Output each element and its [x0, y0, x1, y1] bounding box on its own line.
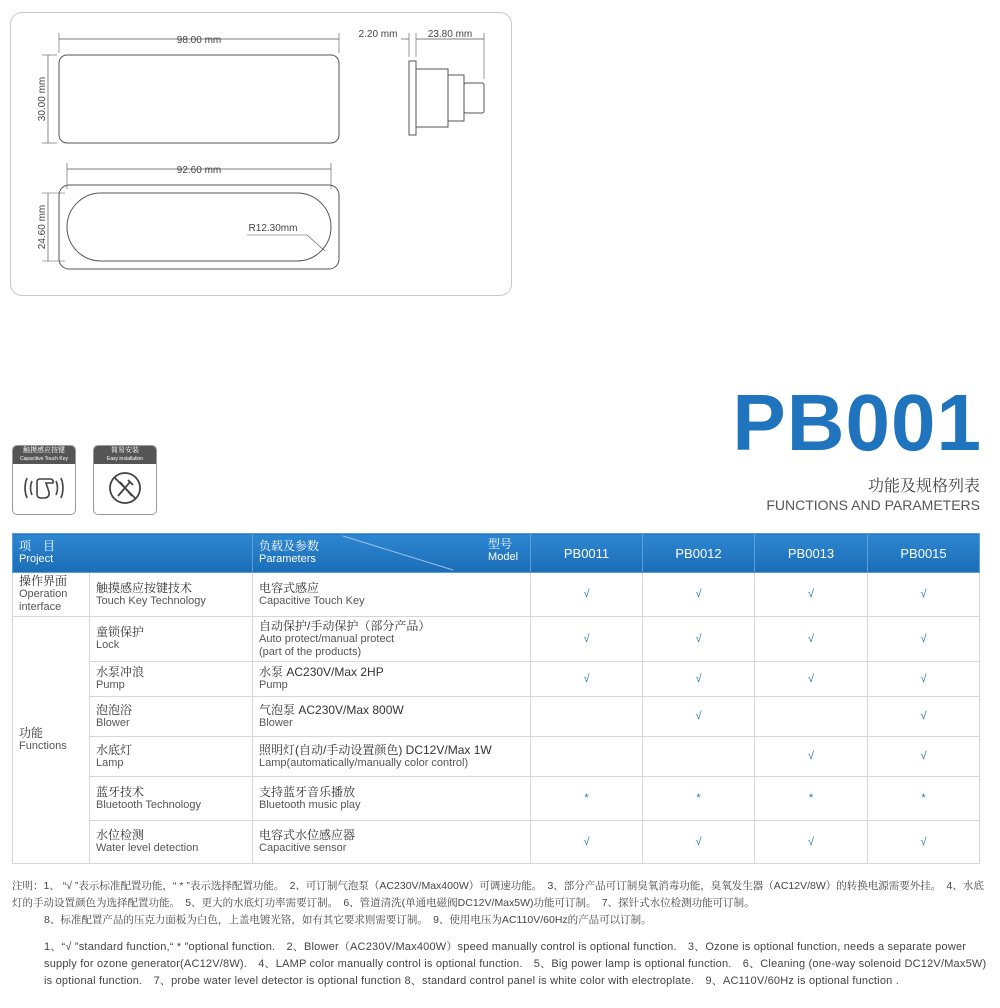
header-model-pb0012: PB0012 [643, 534, 755, 573]
side-flange-outline [409, 61, 416, 135]
mark-cell: * [755, 777, 868, 821]
notes-en: 1、“√ ”standard function,“ * ”optional function. 2、Blower（AC230V/Max400W）speed manually control is optional function. 3、Ozone is optional function, needs a separate power supply for ozone generator(AC12V/8W). 4、LAMP color manually control is optional function. 5、Big power lamp is optional function. 6、Cleaning (one-way solenoid DC12V/Max5W) is optional function. 7、probe water level detector is optional function 8、standard control panel is white color with electroplate. 9、AC110V/60Hz is optional function . [44, 941, 987, 987]
header-params [253, 534, 531, 573]
notes-cn-1: 注明：1、 “√ ”表示标准配置功能，“ * ”表示选择配置功能。 2、可订制气泡泵（AC230V/Max400W）可调速功能。 3、部分产品可订制臭氧消毒功能，臭氧发生器（AC12V/8W）的转换电源需要外挂。 4、水底灯的手动设置颜色为选择配置功能。 5、更大的水底灯功率需要订制。 6、管道清洗(单通电磁阀DC12V/Max5W)功能可订制。 7、探针式水位检测功能可订制。 [12, 880, 984, 909]
row-name [90, 697, 253, 737]
header-project-en: Project [19, 553, 54, 565]
table-row [13, 821, 980, 864]
radius-dim: R12.30mm [248, 223, 298, 234]
table-header-row [13, 534, 980, 573]
row-name-cn: 童锁保护 [96, 625, 145, 639]
header-model-pb0011: PB0011 [531, 534, 643, 573]
header-project-cn: 项 目 [19, 539, 56, 553]
row-name-cn: 水底灯 [96, 742, 133, 757]
mark-cell [531, 737, 643, 777]
mark-cell: √ [868, 737, 980, 777]
mark-cell: * [531, 777, 643, 821]
row-name [90, 777, 253, 821]
row-param [253, 821, 531, 864]
row-name [90, 617, 253, 662]
mark-cell: √ [755, 737, 868, 777]
row-name-cn: 泡泡浴 [96, 702, 133, 717]
row-param-en: Lamp(automatically/manually color control) [259, 756, 469, 769]
dimension-drawing [11, 13, 511, 295]
mark-cell: √ [531, 573, 643, 617]
row-name [90, 573, 253, 617]
badge-label-en: Easy installation [106, 456, 144, 462]
row-name [90, 821, 253, 864]
row-param-cn: 电容式感应 [259, 580, 320, 595]
thickness-dim: 2.20 mm [358, 29, 398, 40]
mark-cell: √ [643, 662, 755, 697]
notes-cn-2: 8、标准配置产品的压克力面板为白色，上盖电镀光铬，如有其它要求则需要订制。 9、使用电压为AC110V/60Hz的产品可以订制。 [44, 914, 652, 926]
group-operation-interface [13, 573, 90, 617]
mark-cell: √ [868, 821, 980, 864]
mark-cell: √ [643, 617, 755, 662]
mark-cell: √ [531, 617, 643, 662]
row-param [253, 697, 531, 737]
header-params-cn: 负载及参数 [259, 539, 320, 553]
row-name-en: Blower [96, 716, 130, 729]
row-param-en: Capacitive sensor [259, 842, 347, 854]
mark-cell: √ [643, 573, 755, 617]
row-name-cn: 水泵冲浪 [96, 665, 145, 679]
bottom-height-dim: 24.60 mm [37, 204, 48, 250]
row-param [253, 617, 531, 662]
row-param-cn: 电容式水位感应器 [259, 828, 356, 842]
no-tools-icon [100, 468, 150, 508]
easy-install-badge [93, 445, 157, 515]
row-name-cn: 蓝牙技术 [96, 784, 145, 799]
badge-label-cn: 简易安装 [111, 447, 139, 454]
row-name-en: Lamp [96, 756, 124, 769]
row-param-cn: 支持蓝牙音乐播放 [259, 784, 356, 799]
row-param-en: Capacitive Touch Key [259, 594, 365, 607]
header-model-en: Model [488, 551, 519, 563]
group-cn: 功能 [19, 726, 44, 740]
mark-cell: √ [868, 573, 980, 617]
depth-dim: 23.80 mm [427, 29, 473, 40]
row-param-cn: 气泡泵 AC230V/Max 800W [259, 702, 404, 717]
group-functions [13, 617, 90, 864]
top-width-dim: 98.00 mm [176, 35, 222, 46]
table-row [13, 777, 980, 821]
row-param-en-2: (part of the products) [259, 645, 362, 658]
row-name-cn: 触摸感应按键技术 [96, 580, 193, 595]
row-name-en: Lock [96, 639, 120, 651]
touch-hand-icon [19, 468, 69, 508]
badge-label-cn: 触摸感应按键 [23, 447, 65, 454]
mark-cell: √ [531, 821, 643, 864]
front-panel-outline [59, 55, 339, 143]
mark-cell [643, 737, 755, 777]
row-name-en: Bluetooth Technology [96, 798, 201, 811]
row-param-en: Pump [259, 679, 288, 691]
row-param [253, 737, 531, 777]
row-param-en: Bluetooth music play [259, 798, 361, 811]
technical-drawing [10, 12, 512, 296]
row-param [253, 662, 531, 697]
mark-cell: √ [755, 573, 868, 617]
header-project [13, 534, 253, 573]
table-row [13, 617, 980, 662]
row-name [90, 737, 253, 777]
mark-cell: √ [643, 821, 755, 864]
row-name [90, 662, 253, 697]
row-param-cn: 自动保护/手动保护（部分产品） [259, 618, 431, 633]
row-param-cn: 水泵 AC230V/Max 2HP [259, 665, 384, 679]
row-name-en: Touch Key Technology [96, 594, 206, 607]
row-name-en: Pump [96, 679, 125, 691]
subtitle-en: FUNCTIONS AND PARAMETERS [766, 497, 980, 513]
group-en: Operation interface [19, 588, 68, 613]
spec-table [12, 533, 980, 864]
badge-label-en: Capacitive Touch Key [20, 456, 68, 462]
mark-cell: √ [868, 662, 980, 697]
table-row [13, 573, 980, 617]
row-name-cn: 水位检测 [96, 828, 145, 842]
mark-cell: √ [755, 821, 868, 864]
notes [12, 878, 987, 990]
mark-cell: √ [643, 697, 755, 737]
table-row [13, 737, 980, 777]
row-param [253, 573, 531, 617]
mark-cell: √ [868, 617, 980, 662]
mark-cell: * [868, 777, 980, 821]
header-model-pb0015: PB0015 [868, 534, 980, 573]
row-param [253, 777, 531, 821]
mark-cell [531, 697, 643, 737]
row-param-en: Auto protect/manual protect [259, 632, 395, 645]
header-params-en: Parameters [259, 553, 316, 565]
mark-cell: √ [868, 697, 980, 737]
mark-cell: √ [755, 662, 868, 697]
header-model-pb0013: PB0013 [755, 534, 868, 573]
row-param-en: Blower [259, 716, 293, 729]
mark-cell [755, 697, 868, 737]
table-row [13, 662, 980, 697]
bottom-width-dim: 92.60 mm [176, 165, 222, 176]
top-height-dim: 30.00 mm [37, 76, 48, 122]
table-row [13, 697, 980, 737]
model-title: PB001 [732, 378, 982, 467]
group-cn: 操作界面 [19, 574, 68, 588]
touch-key-badge [12, 445, 76, 515]
mark-cell: √ [755, 617, 868, 662]
group-en: Functions [19, 740, 67, 752]
mark-cell: * [643, 777, 755, 821]
subtitle-cn: 功能及规格列表 [867, 478, 980, 495]
mark-cell: √ [531, 662, 643, 697]
header-model-cn: 型号 [488, 537, 513, 551]
row-name-en: Water level detection [96, 842, 199, 854]
row-param-cn: 照明灯(自动/手动设置颜色) DC12V/Max 1W [259, 742, 492, 757]
